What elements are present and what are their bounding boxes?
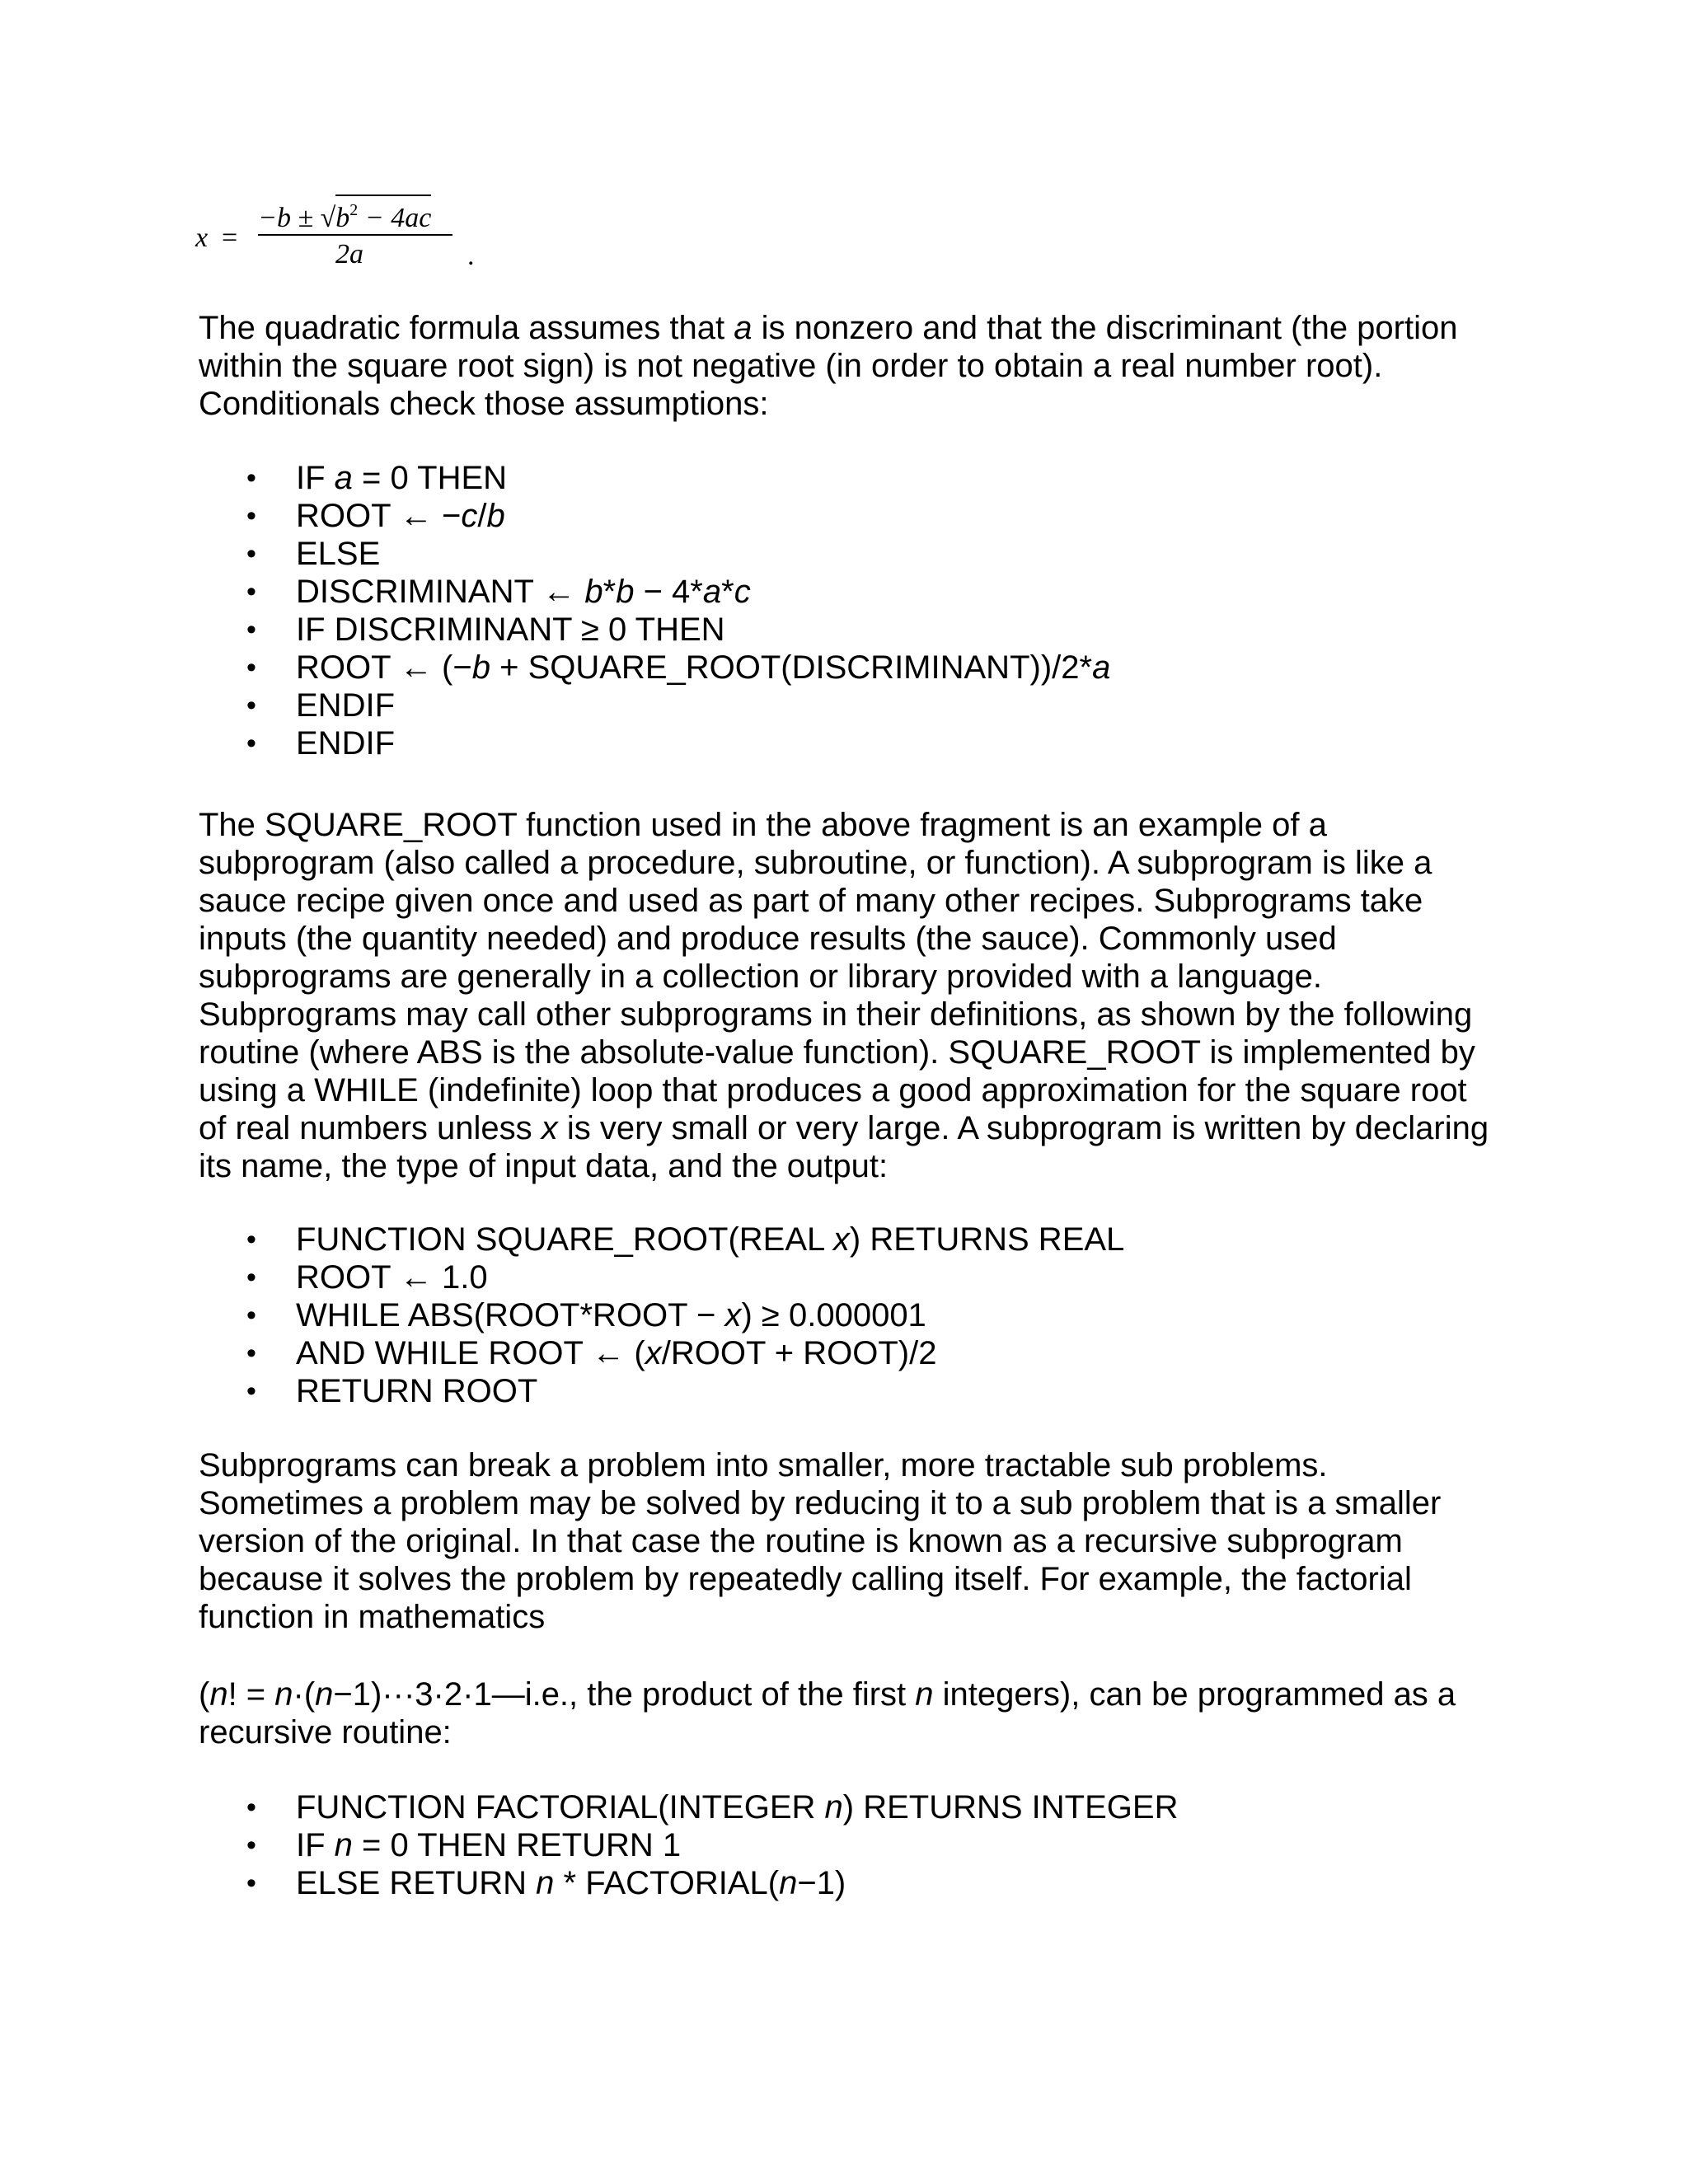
paragraph-quadratic-assumptions <box>199 309 1501 423</box>
list-item: • ELSE <box>199 535 1110 573</box>
square-root-code-list <box>199 1221 1124 1410</box>
list-item: • ROOT ← 1.0 <box>199 1258 1124 1296</box>
formula-radicand-rest: − 4ac <box>358 203 432 233</box>
list-item: • FUNCTION FACTORIAL(INTEGER n) RETURNS INTEGER <box>199 1788 1178 1826</box>
formula-radicand-exp: 2 <box>349 201 359 219</box>
list-item: • WHILE ABS(ROOT*ROOT − x) ≥ 0.000001 <box>199 1296 1124 1334</box>
formula-radicand <box>335 194 431 232</box>
paragraph-recursion <box>199 1446 1501 1636</box>
formula-numerator-prefix: −b ± √ <box>258 203 336 233</box>
list-item: • AND WHILE ROOT ← (x/ROOT + ROOT)/2 <box>199 1334 1124 1372</box>
paragraph-subprogram-explanation <box>199 806 1501 1185</box>
list-item: • ELSE RETURN n * FACTORIAL(n−1) <box>199 1864 1178 1902</box>
text-run: Subprograms can break a problem into smaller, more tractable sub problems. Sometimes a problem may be solved by reducing it to a sub problem that is a smaller version of the original. In that case the routine is known as a recursive subprogram because it solves the problem by repeatedly calling itself. For example, the factorial function in mathematics <box>199 1447 1442 1635</box>
list-item: • ENDIF <box>199 687 1110 724</box>
list-item: • ROOT ← −c/b <box>199 497 1110 535</box>
text-run: The quadratic formula assumes that <box>199 310 734 346</box>
list-item: • IF DISCRIMINANT ≥ 0 THEN <box>199 611 1110 649</box>
formula-trailing-period: . <box>467 241 475 271</box>
list-item: • ENDIF <box>199 724 1110 762</box>
list-item: • FUNCTION SQUARE_ROOT(REAL x) RETURNS REAL <box>199 1221 1124 1258</box>
formula-fraction-bar <box>258 234 452 236</box>
quadratic-formula <box>195 191 492 282</box>
formula-numerator <box>258 194 431 234</box>
list-item: • DISCRIMINANT ← b*b − 4*a*c <box>199 573 1110 611</box>
text-run-italic: a <box>734 310 753 346</box>
text-run-italic: x <box>541 1110 558 1146</box>
factorial-code-list <box>199 1788 1178 1902</box>
list-item: • ROOT ← (−b + SQUARE_ROOT(DISCRIMINANT))/2*a <box>199 649 1110 687</box>
conditional-code-list <box>199 459 1110 762</box>
list-item: • IF n = 0 THEN RETURN 1 <box>199 1826 1178 1864</box>
text-run: is very small or very large. A subprogram is written by declaring its name, the type of input data, and the output: <box>199 1110 1489 1184</box>
formula-denominator: 2a <box>335 239 363 269</box>
formula-lhs: x <box>195 223 209 253</box>
list-item: • RETURN ROOT <box>199 1372 1124 1410</box>
paragraph-factorial-definition: (n! = n·(n−1)···3·2·1—i.e., the product of the first n integers), can be programmed as a recursive routine: <box>199 1676 1456 1750</box>
formula-radicand-b: b <box>335 203 350 233</box>
list-item: • IF a = 0 THEN <box>199 459 1110 497</box>
formula-equals: = <box>222 223 238 253</box>
text-run: The SQUARE_ROOT function used in the above fragment is an example of a subprogram (also called a procedure, subroutine, or function). A subprogram is like a sauce recipe given once and used as part of many other recipes. Subprograms take inputs (the quantity needed) and produce results (the sauce). Commonly used subprograms are generally in a collection or library provided with a language. Subprograms may call other subprograms in their definitions, as shown by the following routine (where ABS is the absolute-value function). SQUARE_ROOT is implemented by using a WHILE (indefinite) loop that produces a good approximation for the square root of real numbers unless <box>199 807 1475 1146</box>
text-run: is nonzero and that the discriminant (the portion within the square root sign) is not negative (in order to obtain a real number root). Conditionals check those assumptions: <box>199 310 1458 422</box>
